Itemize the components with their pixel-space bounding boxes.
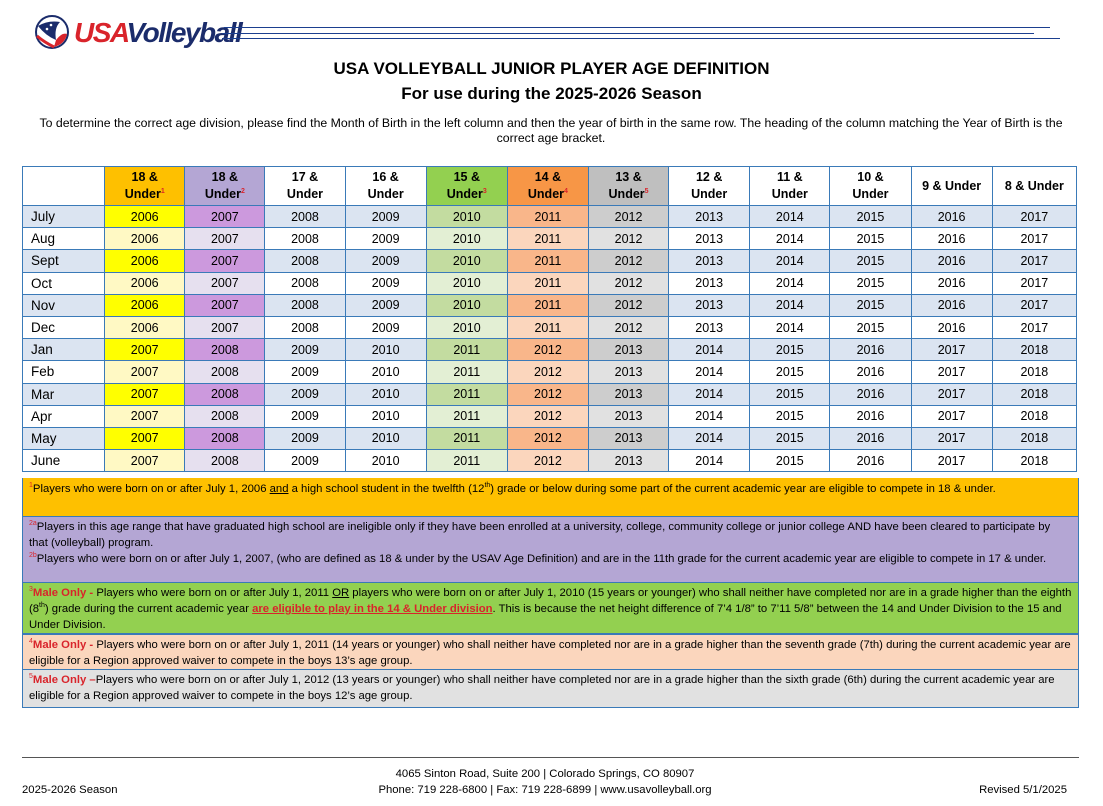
year-cell: 2013	[669, 294, 750, 316]
year-cell: 2018	[992, 339, 1076, 361]
page-title: USA VOLLEYBALL JUNIOR PLAYER AGE DEFINITION	[333, 59, 770, 78]
year-cell: 2017	[992, 316, 1076, 338]
year-cell: 2014	[669, 339, 750, 361]
year-cell: 2016	[830, 427, 911, 449]
table-row	[23, 361, 1077, 383]
year-cell: 2008	[185, 383, 265, 405]
footnote-3: $^3$Male Only - Players who were born on or after July 1, 2011 OR players who were born on or after July 1, 2010 (15 years or younger) who shall neither have completed nor are in a grade higher than the eighth (8th) grade during the current academic year are eligible to play in the 14 & Under division. This is because the net height difference of 7’4 1/8” to 7’11 5/8” between the 14 and Under Division to the 15 and Under Division.	[22, 582, 1079, 634]
table-row	[23, 383, 1077, 405]
year-cell: 2012	[507, 405, 588, 427]
year-cell: 2017	[911, 427, 992, 449]
year-cell: 2017	[992, 272, 1076, 294]
year-cell: 2006	[105, 294, 185, 316]
table-header-row	[23, 167, 1077, 206]
year-cell: 2015	[750, 450, 830, 472]
year-cell: 2014	[669, 383, 750, 405]
year-cell: 2012	[588, 294, 668, 316]
year-cell: 2014	[750, 250, 830, 272]
table-row	[23, 272, 1077, 294]
year-cell: 2013	[669, 316, 750, 338]
year-cell: 2006	[105, 316, 185, 338]
year-cell: 2013	[588, 361, 668, 383]
year-cell: 2011	[507, 206, 588, 228]
year-cell: 2011	[426, 339, 507, 361]
year-cell: 2007	[105, 383, 185, 405]
table-row	[23, 450, 1077, 472]
header-rule-bottom	[222, 38, 1060, 39]
year-cell: 2008	[265, 272, 345, 294]
month-cell: May	[23, 427, 105, 449]
year-cell: 2006	[105, 250, 185, 272]
header-cell: 17 & Under	[265, 167, 345, 206]
year-cell: 2016	[911, 250, 992, 272]
year-cell: 2007	[185, 294, 265, 316]
year-cell: 2014	[750, 206, 830, 228]
volleyball-logo-icon	[34, 14, 70, 50]
year-cell: 2015	[830, 316, 911, 338]
year-cell: 2017	[992, 228, 1076, 250]
year-cell: 2013	[669, 228, 750, 250]
year-cell: 2009	[265, 405, 345, 427]
header-cell: 13 & Under$^5$	[588, 167, 668, 206]
table-row	[23, 250, 1077, 272]
year-cell: 2013	[588, 427, 668, 449]
table-row	[23, 316, 1077, 338]
year-cell: 2012	[588, 250, 668, 272]
table-row	[23, 339, 1077, 361]
year-cell: 2013	[588, 405, 668, 427]
year-cell: 2016	[911, 272, 992, 294]
year-cell: 2015	[750, 339, 830, 361]
year-cell: 2010	[426, 228, 507, 250]
year-cell: 2007	[185, 272, 265, 294]
header-cell: 12 & Under	[669, 167, 750, 206]
year-cell: 2015	[830, 294, 911, 316]
year-cell: 2010	[345, 405, 426, 427]
year-cell: 2011	[507, 316, 588, 338]
year-cell: 2007	[105, 450, 185, 472]
header-cell: 8 & Under	[992, 167, 1076, 206]
year-cell: 2012	[588, 316, 668, 338]
month-cell: Mar	[23, 383, 105, 405]
table-row	[23, 228, 1077, 250]
year-cell: 2015	[830, 250, 911, 272]
month-cell: Apr	[23, 405, 105, 427]
logo-wordmark: USAVolleyball	[74, 17, 242, 48]
year-cell: 2010	[345, 361, 426, 383]
month-cell: Nov	[23, 294, 105, 316]
year-cell: 2008	[185, 361, 265, 383]
year-cell: 2017	[911, 450, 992, 472]
year-cell: 2007	[185, 206, 265, 228]
year-cell: 2007	[105, 339, 185, 361]
year-cell: 2016	[911, 316, 992, 338]
year-cell: 2018	[992, 405, 1076, 427]
year-cell: 2012	[507, 339, 588, 361]
footer-revised: Revised 5/1/2025	[979, 784, 1067, 796]
year-cell: 2009	[345, 294, 426, 316]
year-cell: 2008	[265, 250, 345, 272]
year-cell: 2006	[105, 228, 185, 250]
table-row	[23, 405, 1077, 427]
year-cell: 2014	[669, 405, 750, 427]
year-cell: 2017	[992, 294, 1076, 316]
year-cell: 2010	[426, 316, 507, 338]
year-cell: 2006	[105, 206, 185, 228]
year-cell: 2009	[265, 427, 345, 449]
year-cell: 2016	[830, 405, 911, 427]
age-definition-table	[22, 166, 1077, 472]
year-cell: 2014	[669, 427, 750, 449]
year-cell: 2008	[265, 316, 345, 338]
month-cell: Aug	[23, 228, 105, 250]
table-row	[23, 427, 1077, 449]
header-cell: 16 & Under	[345, 167, 426, 206]
year-cell: 2013	[669, 206, 750, 228]
year-cell: 2012	[588, 206, 668, 228]
year-cell: 2017	[992, 206, 1076, 228]
year-cell: 2007	[105, 405, 185, 427]
year-cell: 2017	[911, 339, 992, 361]
year-cell: 2010	[426, 206, 507, 228]
year-cell: 2009	[265, 450, 345, 472]
footer-contact: Phone: 719 228-6800 | Fax: 719 228-6899 | www.usavolleyball.org	[378, 784, 712, 796]
year-cell: 2013	[669, 250, 750, 272]
month-cell: Feb	[23, 361, 105, 383]
year-cell: 2013	[588, 450, 668, 472]
footnote-5: $^5$Male Only –Players who were born on or after July 1, 2012 (13 years or younger) who shall neither have completed nor are in a grade higher than the sixth grade (6th) during the current academic year are eligible for a Region approved waiver to compete in the boys 12’s age group.	[22, 669, 1079, 708]
footer-season: 2025-2026 Season	[22, 784, 118, 796]
year-cell: 2009	[265, 383, 345, 405]
month-cell: Oct	[23, 272, 105, 294]
year-cell: 2015	[750, 361, 830, 383]
year-cell: 2017	[911, 361, 992, 383]
footer-rule	[22, 757, 1079, 758]
year-cell: 2009	[345, 316, 426, 338]
table-row	[23, 206, 1077, 228]
month-cell: Dec	[23, 316, 105, 338]
year-cell: 2014	[750, 294, 830, 316]
year-cell: 2011	[507, 272, 588, 294]
year-cell: 2011	[507, 294, 588, 316]
header-cell: 11 & Under	[750, 167, 830, 206]
intro-text: To determine the correct age division, please find the Month of Birth in the left column and then the year of birth in the same row. The heading of the column matching the Year of Birth is the correct age bracket.	[39, 116, 1063, 145]
year-cell: 2015	[750, 383, 830, 405]
year-cell: 2008	[185, 339, 265, 361]
header-month-cell	[23, 167, 105, 206]
year-cell: 2017	[911, 405, 992, 427]
year-cell: 2017	[992, 250, 1076, 272]
year-cell: 2015	[750, 405, 830, 427]
header-rule-middle	[222, 33, 1034, 34]
year-cell: 2014	[669, 361, 750, 383]
header-cell: 10 & Under	[830, 167, 911, 206]
month-cell: June	[23, 450, 105, 472]
year-cell: 2015	[830, 272, 911, 294]
year-cell: 2011	[507, 250, 588, 272]
year-cell: 2010	[426, 294, 507, 316]
year-cell: 2010	[345, 450, 426, 472]
year-cell: 2008	[265, 294, 345, 316]
year-cell: 2016	[830, 450, 911, 472]
year-cell: 2018	[992, 427, 1076, 449]
year-cell: 2007	[185, 250, 265, 272]
year-cell: 2011	[426, 427, 507, 449]
year-cell: 2016	[830, 361, 911, 383]
header-cell: 9 & Under	[911, 167, 992, 206]
footnote-2a: $^{2a}$Players in this age range that have graduated high school are ineligible only if they have been enrolled at a university, college, community college or junior college AND have been cleared to participate by that (volleyball) program.	[29, 520, 1051, 549]
year-cell: 2010	[345, 427, 426, 449]
footnote-4: $^4$Male Only - Players who were born on or after July 1, 2011 (14 years or younger) who shall neither have completed nor are in a grade higher than the seventh grade (7th) during the current academic year are eligible for a Region approved waiver to compete in the boys 13’s age group.	[22, 634, 1079, 670]
year-cell: 2008	[265, 228, 345, 250]
year-cell: 2013	[588, 339, 668, 361]
usa-volleyball-logo	[34, 14, 242, 54]
year-cell: 2015	[830, 206, 911, 228]
header-cell: 18 & Under$^2$	[185, 167, 265, 206]
year-cell: 2014	[750, 228, 830, 250]
year-cell: 2006	[105, 272, 185, 294]
year-cell: 2015	[830, 228, 911, 250]
footnote-2b: $^{2b}$Players who were born on or after July 1, 2007, (who are defined as 18 & under by the USAV Age Definition) and are in the 11th grade for the current academic year are eligible to compete in 17 & under.	[29, 552, 1047, 565]
year-cell: 2007	[185, 316, 265, 338]
year-cell: 2009	[345, 250, 426, 272]
year-cell: 2007	[185, 228, 265, 250]
month-cell: Sept	[23, 250, 105, 272]
year-cell: 2013	[588, 383, 668, 405]
page-subtitle: For use during the 2025-2026 Season	[401, 84, 702, 103]
year-cell: 2012	[507, 383, 588, 405]
year-cell: 2011	[426, 450, 507, 472]
year-cell: 2007	[105, 361, 185, 383]
footer-address: 4065 Sinton Road, Suite 200 | Colorado Springs, CO 80907	[395, 768, 695, 780]
year-cell: 2012	[507, 450, 588, 472]
year-cell: 2016	[830, 383, 911, 405]
year-cell: 2009	[345, 272, 426, 294]
year-cell: 2014	[750, 272, 830, 294]
year-cell: 2009	[345, 206, 426, 228]
year-cell: 2008	[185, 450, 265, 472]
year-cell: 2018	[992, 383, 1076, 405]
year-cell: 2011	[426, 405, 507, 427]
header-cell: 14 & Under$^4$	[507, 167, 588, 206]
year-cell: 2016	[911, 206, 992, 228]
year-cell: 2014	[750, 316, 830, 338]
year-cell: 2009	[345, 228, 426, 250]
year-cell: 2011	[426, 361, 507, 383]
year-cell: 2008	[265, 206, 345, 228]
year-cell: 2011	[507, 228, 588, 250]
header-cell: 18 & Under$^1$	[105, 167, 185, 206]
header-cell: 15 & Under$^3$	[426, 167, 507, 206]
year-cell: 2013	[669, 272, 750, 294]
year-cell: 2010	[345, 383, 426, 405]
year-cell: 2016	[830, 339, 911, 361]
header-rule-top	[224, 27, 1050, 28]
year-cell: 2014	[669, 450, 750, 472]
year-cell: 2017	[911, 383, 992, 405]
year-cell: 2016	[911, 294, 992, 316]
year-cell: 2009	[265, 361, 345, 383]
footnote-2	[22, 516, 1079, 583]
year-cell: 2008	[185, 405, 265, 427]
year-cell: 2016	[911, 228, 992, 250]
footnote-1: $^1$Players who were born on or after July 1, 2006 and a high school student in the twelfth (12th) grade or below during some part of the current academic year are eligible to compete in 18 & under.	[22, 478, 1079, 517]
year-cell: 2012	[507, 361, 588, 383]
year-cell: 2018	[992, 361, 1076, 383]
year-cell: 2012	[507, 427, 588, 449]
year-cell: 2011	[426, 383, 507, 405]
year-cell: 2018	[992, 450, 1076, 472]
year-cell: 2010	[345, 339, 426, 361]
table-row	[23, 294, 1077, 316]
year-cell: 2010	[426, 250, 507, 272]
year-cell: 2015	[750, 427, 830, 449]
year-cell: 2007	[105, 427, 185, 449]
year-cell: 2008	[185, 427, 265, 449]
year-cell: 2012	[588, 228, 668, 250]
year-cell: 2012	[588, 272, 668, 294]
month-cell: Jan	[23, 339, 105, 361]
year-cell: 2009	[265, 339, 345, 361]
month-cell: July	[23, 206, 105, 228]
year-cell: 2010	[426, 272, 507, 294]
